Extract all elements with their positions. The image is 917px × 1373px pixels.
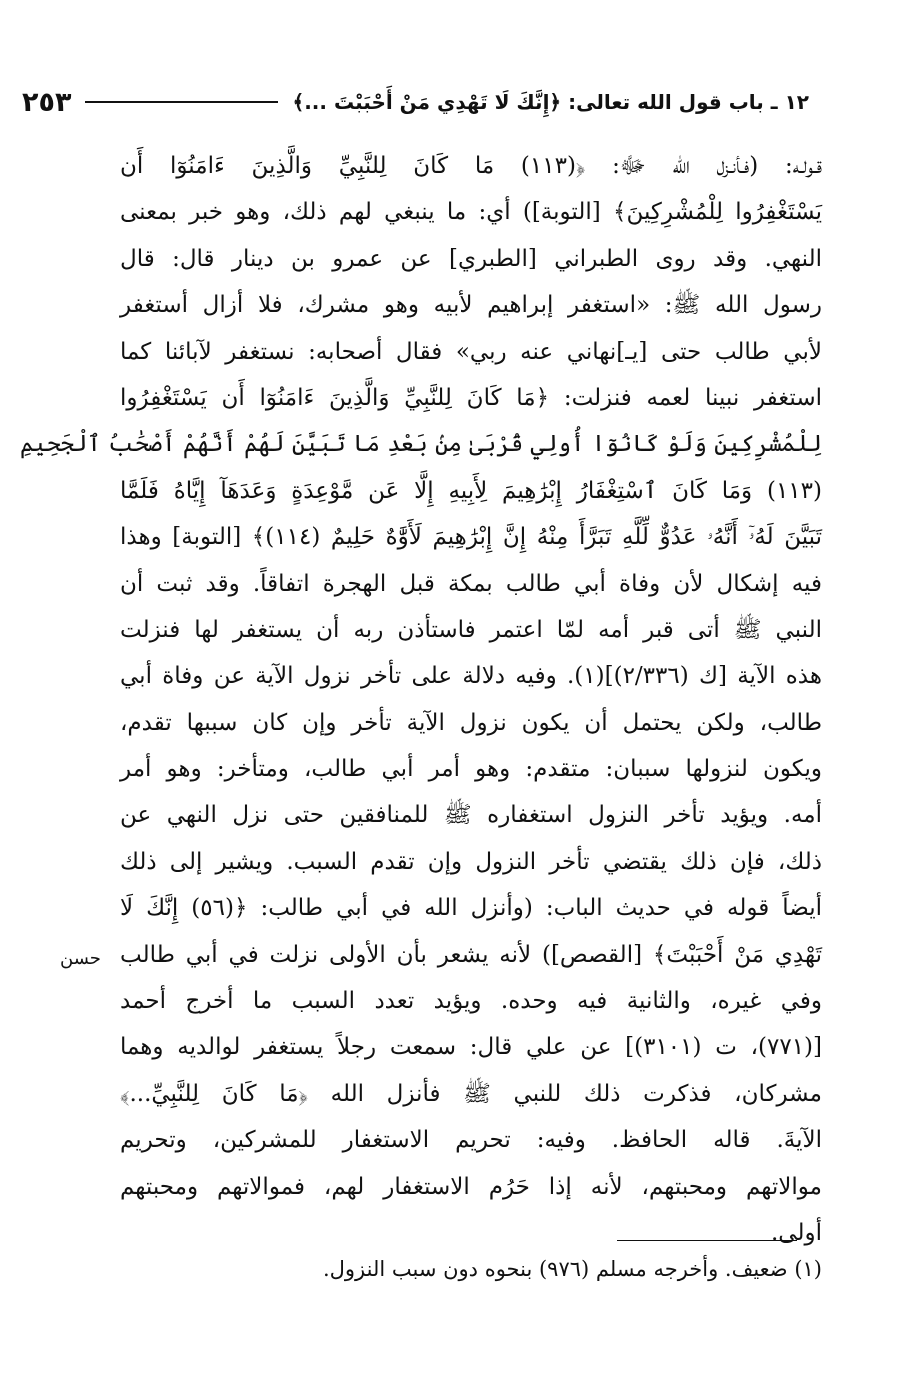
footnote: (١) ضعيف. وأخرجه مسلم (٩٧٦) بنحوه دون سبب النزول.	[322, 1257, 822, 1281]
page-number: ٢٥٣	[22, 86, 72, 118]
text-line: أولى.	[771, 1219, 822, 1246]
chapter-title: ١٢ ـ باب قول الله تعالى: ﴿إِنَّكَ لَا تَهْدِي مَنْ أَحْبَبْتَ ...﴾	[292, 90, 809, 114]
text-line: مشركان، فذكرت ذلك للنبي ﷺ فأنزل الله ﴿مَا كَانَ لِلنَّبِيِّ...﴾	[120, 1080, 822, 1107]
text-line: [(٧٧١)، ت (٣١٠١)] عن علي قال: سمعت رجلاً يستغفر لوالديه وهما	[120, 1034, 822, 1061]
footnote-rule	[617, 1240, 797, 1241]
text-line: ذلك، فإن ذلك يقتضي تأخر النزول وإن تقدم السبب. ويشير إلى ذلك	[120, 848, 822, 875]
text-line: طالب، ولكن يحتمل أن يكون نزول الآية تأخر وإن كان سببها تقدم،	[120, 709, 822, 736]
text-line: قـولـه: (فـأنـزل الله ﷻ: ﴿(١١٣) مَا كَانَ لِلنَّبِيِّ وَالَّذِينَ ءَامَنُوٓا أَن	[120, 153, 822, 179]
text-line: وفي غيره، والثانية فيه وحده. ويؤيد تعدد السبب ما أخرج أحمد	[120, 988, 822, 1015]
text-line: استغفر نبينا لعمه فنزلت: ﴿مَا كَانَ لِلنَّبِيِّ وَالَّذِينَ ءَامَنُوٓا أَن يَسْتَغْفِرُوا	[120, 384, 822, 411]
text-line: موالاتهم ومحبتهم، لأنه إذا حَرُم الاستغفار لهم، فموالاتهم ومحبتهم	[120, 1173, 822, 1200]
text-line: أيضاً قوله في حديث الباب: (وأنزل الله في أبي طالب: ﴿(٥٦) إِنَّكَ لَا	[120, 895, 823, 922]
text-line: هذه الآية [ك (٢/٣٣٦)](١). وفيه دلالة على تأخر نزول الآية عن وفاة أبي	[120, 663, 823, 690]
text-line: الآيةَ. قاله الحافظ. وفيه: تحريم الاستغفار للمشركين، وتحريم	[120, 1127, 822, 1154]
text-line: ويكون لنزولها سببان: متقدم: وهو أمر أبي طالب، ومتأخر: وهو أمر	[120, 756, 822, 783]
text-line: أمه. ويؤيد تأخر النزول استغفاره ﷺ للمنافقين حتى نزل النهي عن	[120, 802, 822, 829]
text-line: النهي. وقد روى الطبراني [الطبري] عن عمرو بن دينار قال: قال	[120, 245, 822, 272]
text-line: يَسْتَغْفِرُوا لِلْمُشْرِكِينَ﴾ [التوبة]) أي: ما ينبغي لهم ذلك، وهو خبر بمعنى	[120, 199, 822, 226]
running-header	[22, 82, 809, 122]
text-line: فيه إشكال لأن وفاة أبي طالب بمكة قبل الهجرة اتفاقاً. وقد ثبت أن	[120, 570, 822, 597]
header-rule	[85, 101, 278, 103]
text-line: لأبي طالب حتى [يـ]نهاني عنه ربي» فقال أصحابه: نستغفر لآبائنا كما	[120, 338, 822, 365]
margin-note: حسن	[60, 948, 101, 969]
text-line: (١١٣) وَمَا كَانَ ٱسْتِغْفَارُ إِبْرَٰهِيمَ لِأَبِيهِ إِلَّا عَن مَّوْعِدَةٍ وَعَدَهَآ إِيَّاهُ فَلَمَّا	[120, 477, 822, 504]
text-line: لِلْمُشْرِكِينَ وَلَوْ كَانُوٓا أُولِي قُرْبَىٰ مِنۢ بَعْدِ مَا تَبَيَّنَ لَهُمْ أَنَّهُمْ أَصْحَٰبُ ٱلْجَحِيمِ	[20, 431, 822, 458]
text-line: تَبَيَّنَ لَهُۥٓ أَنَّهُۥ عَدُوٌّ لِّلَّهِ تَبَرَّأَ مِنْهُ إِنَّ إِبْرَٰهِيمَ لَأَوَّٰهٌ حَلِيمٌ (١١٤)﴾ [التوبة] وهذا	[120, 524, 822, 551]
text-line: النبي ﷺ أتى قبر أمه لمّا اعتمر فاستأذن ربه أن يستغفر لها فنزلت	[120, 616, 822, 643]
text-line: رسول الله ﷺ: «استغفر إبراهيم لأبيه وهو مشرك، فلا أزال أستغفر	[120, 292, 822, 319]
text-line: تَهْدِي مَنْ أَحْبَبْتَ﴾ [القصص]) لأنه يشعر بأن الأولى نزلت في أبي طالب	[120, 941, 822, 968]
